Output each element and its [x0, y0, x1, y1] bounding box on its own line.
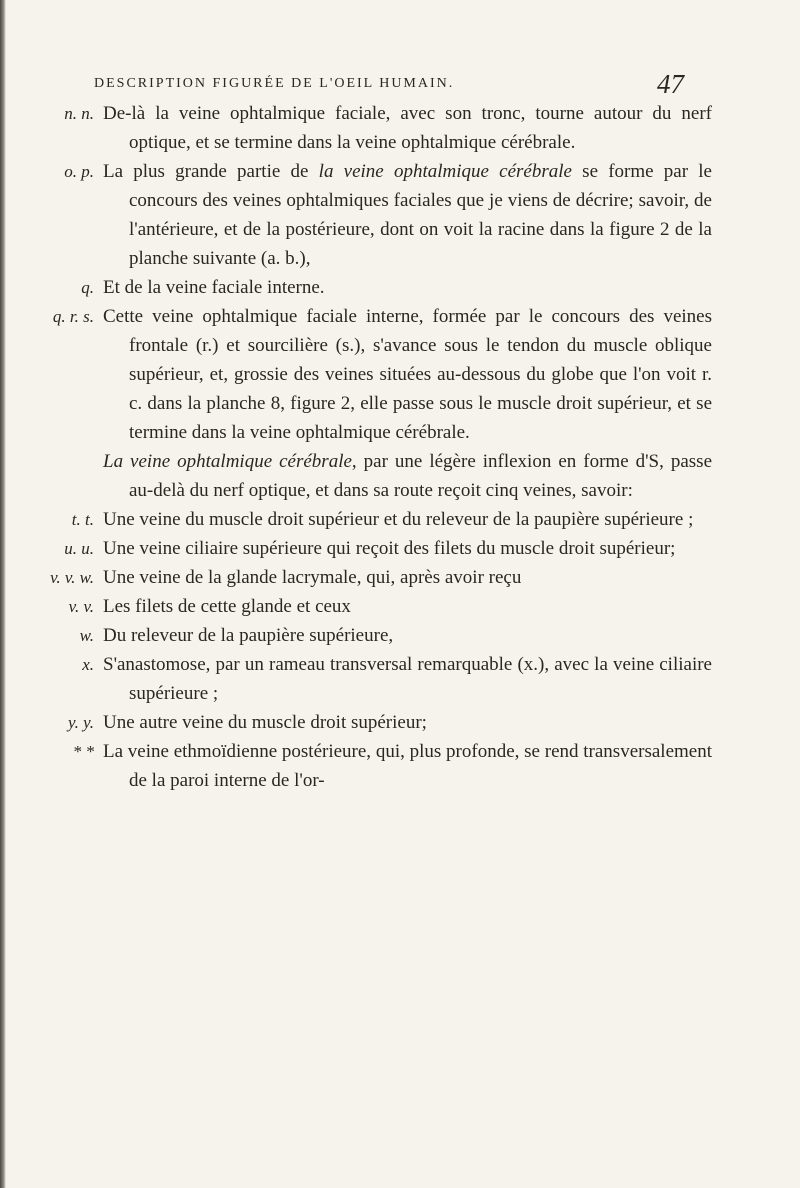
paragraph-text: Une autre veine du muscle droit supérieur;	[103, 712, 427, 733]
paragraph-q	[0, 273, 800, 302]
paragraph-text: Les filets de cette glande et ceux	[103, 596, 351, 617]
italic-term: La veine ophtalmique cérébrale	[103, 451, 352, 472]
paragraph-o-p	[0, 157, 800, 273]
paragraph-veine-cerebrale	[0, 447, 800, 505]
margin-ref: o. p.	[64, 162, 94, 181]
margin-ref: n. n.	[64, 104, 94, 123]
text-run: La plus grande partie de	[103, 161, 319, 182]
margin-ref: w.	[79, 626, 94, 645]
paragraph-w	[0, 621, 800, 650]
paragraph-text: Cette veine ophtalmique faciale interne, formée par le concours des veines frontale (r.) et sourcilière (s.), s'avance sous le tendon du muscle oblique supérieur, et, grossie des veines situées au-dessous du globe que l'on voit r. c. dans la planche 8, figure 2, elle passe sous le muscle droit supérieur, et se termine dans la veine ophtalmique cérébrale.	[103, 306, 712, 443]
paragraph-text: Du releveur de la paupière supérieure,	[103, 625, 394, 646]
paragraph-v-v	[0, 592, 800, 621]
margin-ref: x.	[82, 655, 94, 674]
paragraph-y-y	[0, 708, 800, 737]
paragraph-text: Et de la veine faciale interne.	[103, 277, 325, 298]
margin-ref: q.	[81, 278, 94, 297]
paragraph-stars	[0, 737, 800, 795]
paragraph-x	[0, 650, 800, 708]
paragraph-text: De-là la veine ophtalmique faciale, avec son tronc, tourne autour du nerf optique, et se termine dans la veine ophtalmique cérébrale.	[103, 103, 712, 153]
text-run: , par une légère inflexion en forme d'S, passe au-delà du nerf optique, et dans sa route reçoit cinq veines, savoir:	[129, 451, 713, 501]
margin-ref: t. t.	[71, 510, 94, 529]
page-number: 47	[657, 68, 684, 99]
paragraph-t-t	[0, 505, 800, 534]
paragraph-text: S'anastomose, par un rameau transversal remarquable (x.), avec la veine ciliaire supérieure ;	[103, 654, 712, 704]
italic-term: la veine ophtalmique cérébrale	[318, 161, 572, 182]
running-head	[94, 66, 684, 102]
paragraph-u-u	[0, 534, 800, 563]
margin-ref: * *	[72, 742, 94, 761]
paragraph-text: Une veine ciliaire supérieure qui reçoit des filets du muscle droit supérieur;	[103, 538, 676, 559]
body-text	[0, 99, 800, 795]
margin-ref: q. r. s.	[52, 307, 94, 326]
margin-ref: v. v. w.	[50, 568, 94, 587]
paragraph-text: Une veine de la glande lacrymale, qui, après avoir reçu	[103, 567, 522, 588]
paragraph-q-r-s	[0, 302, 800, 447]
running-title: DESCRIPTION FIGURÉE DE L'OEIL HUMAIN.	[94, 76, 455, 91]
margin-ref: y. y.	[68, 713, 94, 732]
text-run: se forme par le concours des veines ophtalmiques faciales que je viens de décrire; savoir, de l'antérieure, et de la postérieure, dont on voit la racine dans la figure 2 de la planche suivante (a. b.),	[129, 161, 712, 269]
paragraph-v-v-w	[0, 563, 800, 592]
paragraph-text	[103, 157, 712, 273]
paragraph-text	[103, 447, 712, 505]
margin-ref: u. u.	[64, 539, 94, 558]
paragraph-text: Une veine du muscle droit supérieur et du releveur de la paupière supérieure ;	[103, 509, 694, 530]
paragraph-n-n	[0, 99, 800, 157]
margin-ref: v. v.	[68, 597, 94, 616]
paragraph-text: La veine ethmoïdienne postérieure, qui, plus profonde, se rend transversalement de la paroi interne de l'or-	[103, 741, 712, 791]
